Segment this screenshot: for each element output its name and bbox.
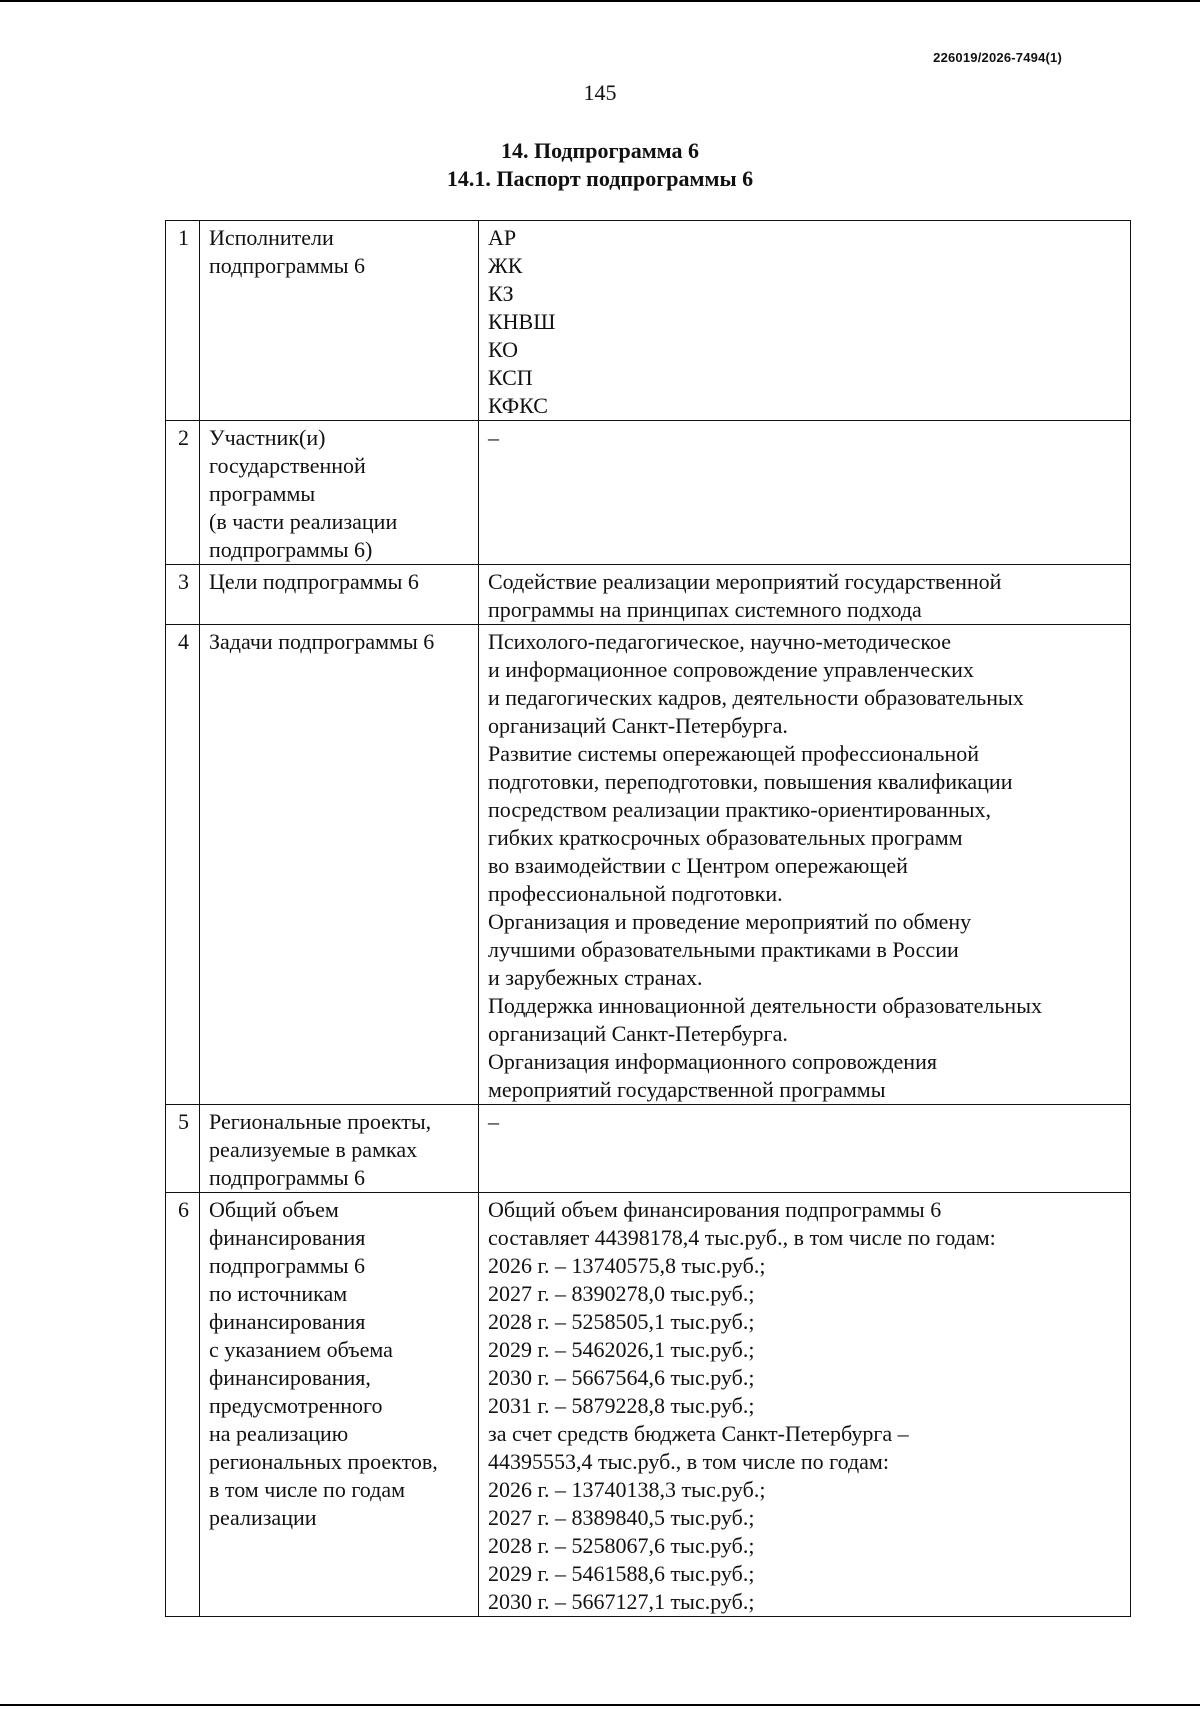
content-line: КНВШ [488, 309, 556, 334]
label-line: по источникам [209, 1281, 348, 1306]
label-line: реализации [209, 1505, 317, 1530]
label-line: финансирования [209, 1309, 366, 1334]
row-label [200, 421, 479, 565]
table-row [166, 421, 1131, 565]
label-line: государственной [209, 453, 366, 478]
content-line: составляет 44398178,4 тыс.руб., в том числе по годам: [488, 1225, 996, 1250]
row-number: 2 [166, 421, 200, 565]
content-line: мероприятий государственной программы [488, 1077, 886, 1102]
content-line: КФКС [488, 393, 548, 418]
content-line: 44395553,4 тыс.руб., в том числе по годам: [488, 1449, 889, 1474]
label-line: Задачи подпрограммы 6 [209, 629, 435, 654]
page-number: 145 [583, 80, 617, 105]
label-line: (в части реализации [209, 509, 398, 534]
label-line: Цели подпрограммы 6 [209, 569, 419, 594]
content-line: Содействие реализации мероприятий государственной [488, 569, 1002, 594]
row-number: 4 [166, 625, 200, 1105]
content-line: КЗ [488, 281, 514, 306]
content-line: 2027 г. – 8389840,5 тыс.руб.; [488, 1505, 755, 1530]
content-line: Организация информационного сопровождения [488, 1049, 937, 1074]
content-line: КСП [488, 365, 533, 390]
row-label [200, 565, 479, 625]
content-line: АР [488, 225, 517, 250]
top-border-rule [0, 0, 1200, 2]
row-content [479, 421, 1131, 565]
label-line: финансирования [209, 1225, 366, 1250]
row-label [200, 1105, 479, 1193]
content-line: 2031 г. – 5879228,8 тыс.руб.; [488, 1393, 755, 1418]
table-row [166, 1105, 1131, 1193]
content-line: 2030 г. – 5667127,1 тыс.руб.; [488, 1589, 755, 1614]
title-line-passport: 14.1. Паспорт подпрограммы 6 [446, 166, 754, 191]
content-line: 2029 г. – 5462026,1 тыс.руб.; [488, 1337, 755, 1362]
content-line: Психолого-педагогическое, научно-методическое [488, 629, 951, 654]
content-line: программы на принципах системного подхода [488, 597, 922, 622]
content-line: Развитие системы опережающей профессиональной [488, 741, 980, 766]
row-number: 1 [166, 221, 200, 421]
label-line: в том числе по годам [209, 1477, 406, 1502]
content-line: и информационное сопровождение управленческих [488, 657, 974, 682]
label-line: финансирования, [209, 1365, 371, 1390]
row-label [200, 1193, 479, 1617]
content-line: 2028 г. – 5258505,1 тыс.руб.; [488, 1309, 755, 1334]
label-line: Исполнители [209, 225, 334, 250]
label-line: с указанием объема [209, 1337, 393, 1362]
content-line: Поддержка инновационной деятельности образовательных [488, 993, 1042, 1018]
row-number: 3 [166, 565, 200, 625]
title-line-subprogram: 14. Подпрограмма 6 [500, 138, 700, 163]
bottom-border-rule [0, 1704, 1200, 1706]
content-line: лучшими образовательными практиками в России [488, 937, 959, 962]
content-line: профессиональной подготовки. [488, 881, 783, 906]
label-line: Участник(и) [209, 425, 326, 450]
content-line: посредством реализации практико-ориентированных, [488, 797, 992, 822]
content-line: организаций Санкт-Петербурга. [488, 713, 788, 738]
passport-table-body [166, 221, 1131, 1617]
content-line: 2028 г. – 5258067,6 тыс.руб.; [488, 1533, 755, 1558]
document-id: 226019/2026-7494(1) [933, 50, 1062, 65]
content-line: и педагогических кадров, деятельности образовательных [488, 685, 1024, 710]
label-line: Общий объем [209, 1197, 339, 1222]
content-line: Организация и проведение мероприятий по обмену [488, 909, 972, 934]
row-label [200, 221, 479, 421]
content-line: КО [488, 337, 519, 362]
label-line: Региональные проекты, [209, 1109, 432, 1134]
table-row [166, 625, 1131, 1105]
label-line: подпрограммы 6 [209, 1253, 366, 1278]
row-content [479, 625, 1131, 1105]
content-line: за счет средств бюджета Санкт-Петербурга – [488, 1421, 909, 1446]
content-line: 2026 г. – 13740138,3 тыс.руб.; [488, 1477, 766, 1502]
content-line: организаций Санкт-Петербурга. [488, 1021, 788, 1046]
content-line: во взаимодействии с Центром опережающей [488, 853, 908, 878]
content-line: – [488, 1109, 499, 1134]
row-number: 5 [166, 1105, 200, 1193]
content-line: подготовки, переподготовки, повышения квалификации [488, 769, 1013, 794]
table-row [166, 1193, 1131, 1617]
content-line: 2026 г. – 13740575,8 тыс.руб.; [488, 1253, 766, 1278]
label-line: подпрограммы 6 [209, 253, 366, 278]
content-line: гибких краткосрочных образовательных программ [488, 825, 963, 850]
content-line: ЖК [488, 253, 523, 278]
content-line: и зарубежных странах. [488, 965, 703, 990]
row-content [479, 565, 1131, 625]
label-line: программы [209, 481, 316, 506]
label-line: на реализацию [209, 1421, 349, 1446]
passport-table [165, 220, 1131, 1617]
label-line: региональных проектов, [209, 1449, 438, 1474]
row-number: 6 [166, 1193, 200, 1617]
row-content [479, 1105, 1131, 1193]
section-title [0, 137, 1200, 193]
row-label [200, 625, 479, 1105]
label-line: подпрограммы 6) [209, 537, 373, 562]
row-content [479, 1193, 1131, 1617]
content-line: Общий объем финансирования подпрограммы 6 [488, 1197, 942, 1222]
table-row [166, 221, 1131, 421]
content-line: – [488, 425, 499, 450]
content-line: 2030 г. – 5667564,6 тыс.руб.; [488, 1365, 755, 1390]
content-line: 2029 г. – 5461588,6 тыс.руб.; [488, 1561, 755, 1586]
row-content [479, 221, 1131, 421]
label-line: предусмотренного [209, 1393, 383, 1418]
label-line: подпрограммы 6 [209, 1165, 366, 1190]
label-line: реализуемые в рамках [209, 1137, 418, 1162]
content-line: 2027 г. – 8390278,0 тыс.руб.; [488, 1281, 755, 1306]
table-row [166, 565, 1131, 625]
